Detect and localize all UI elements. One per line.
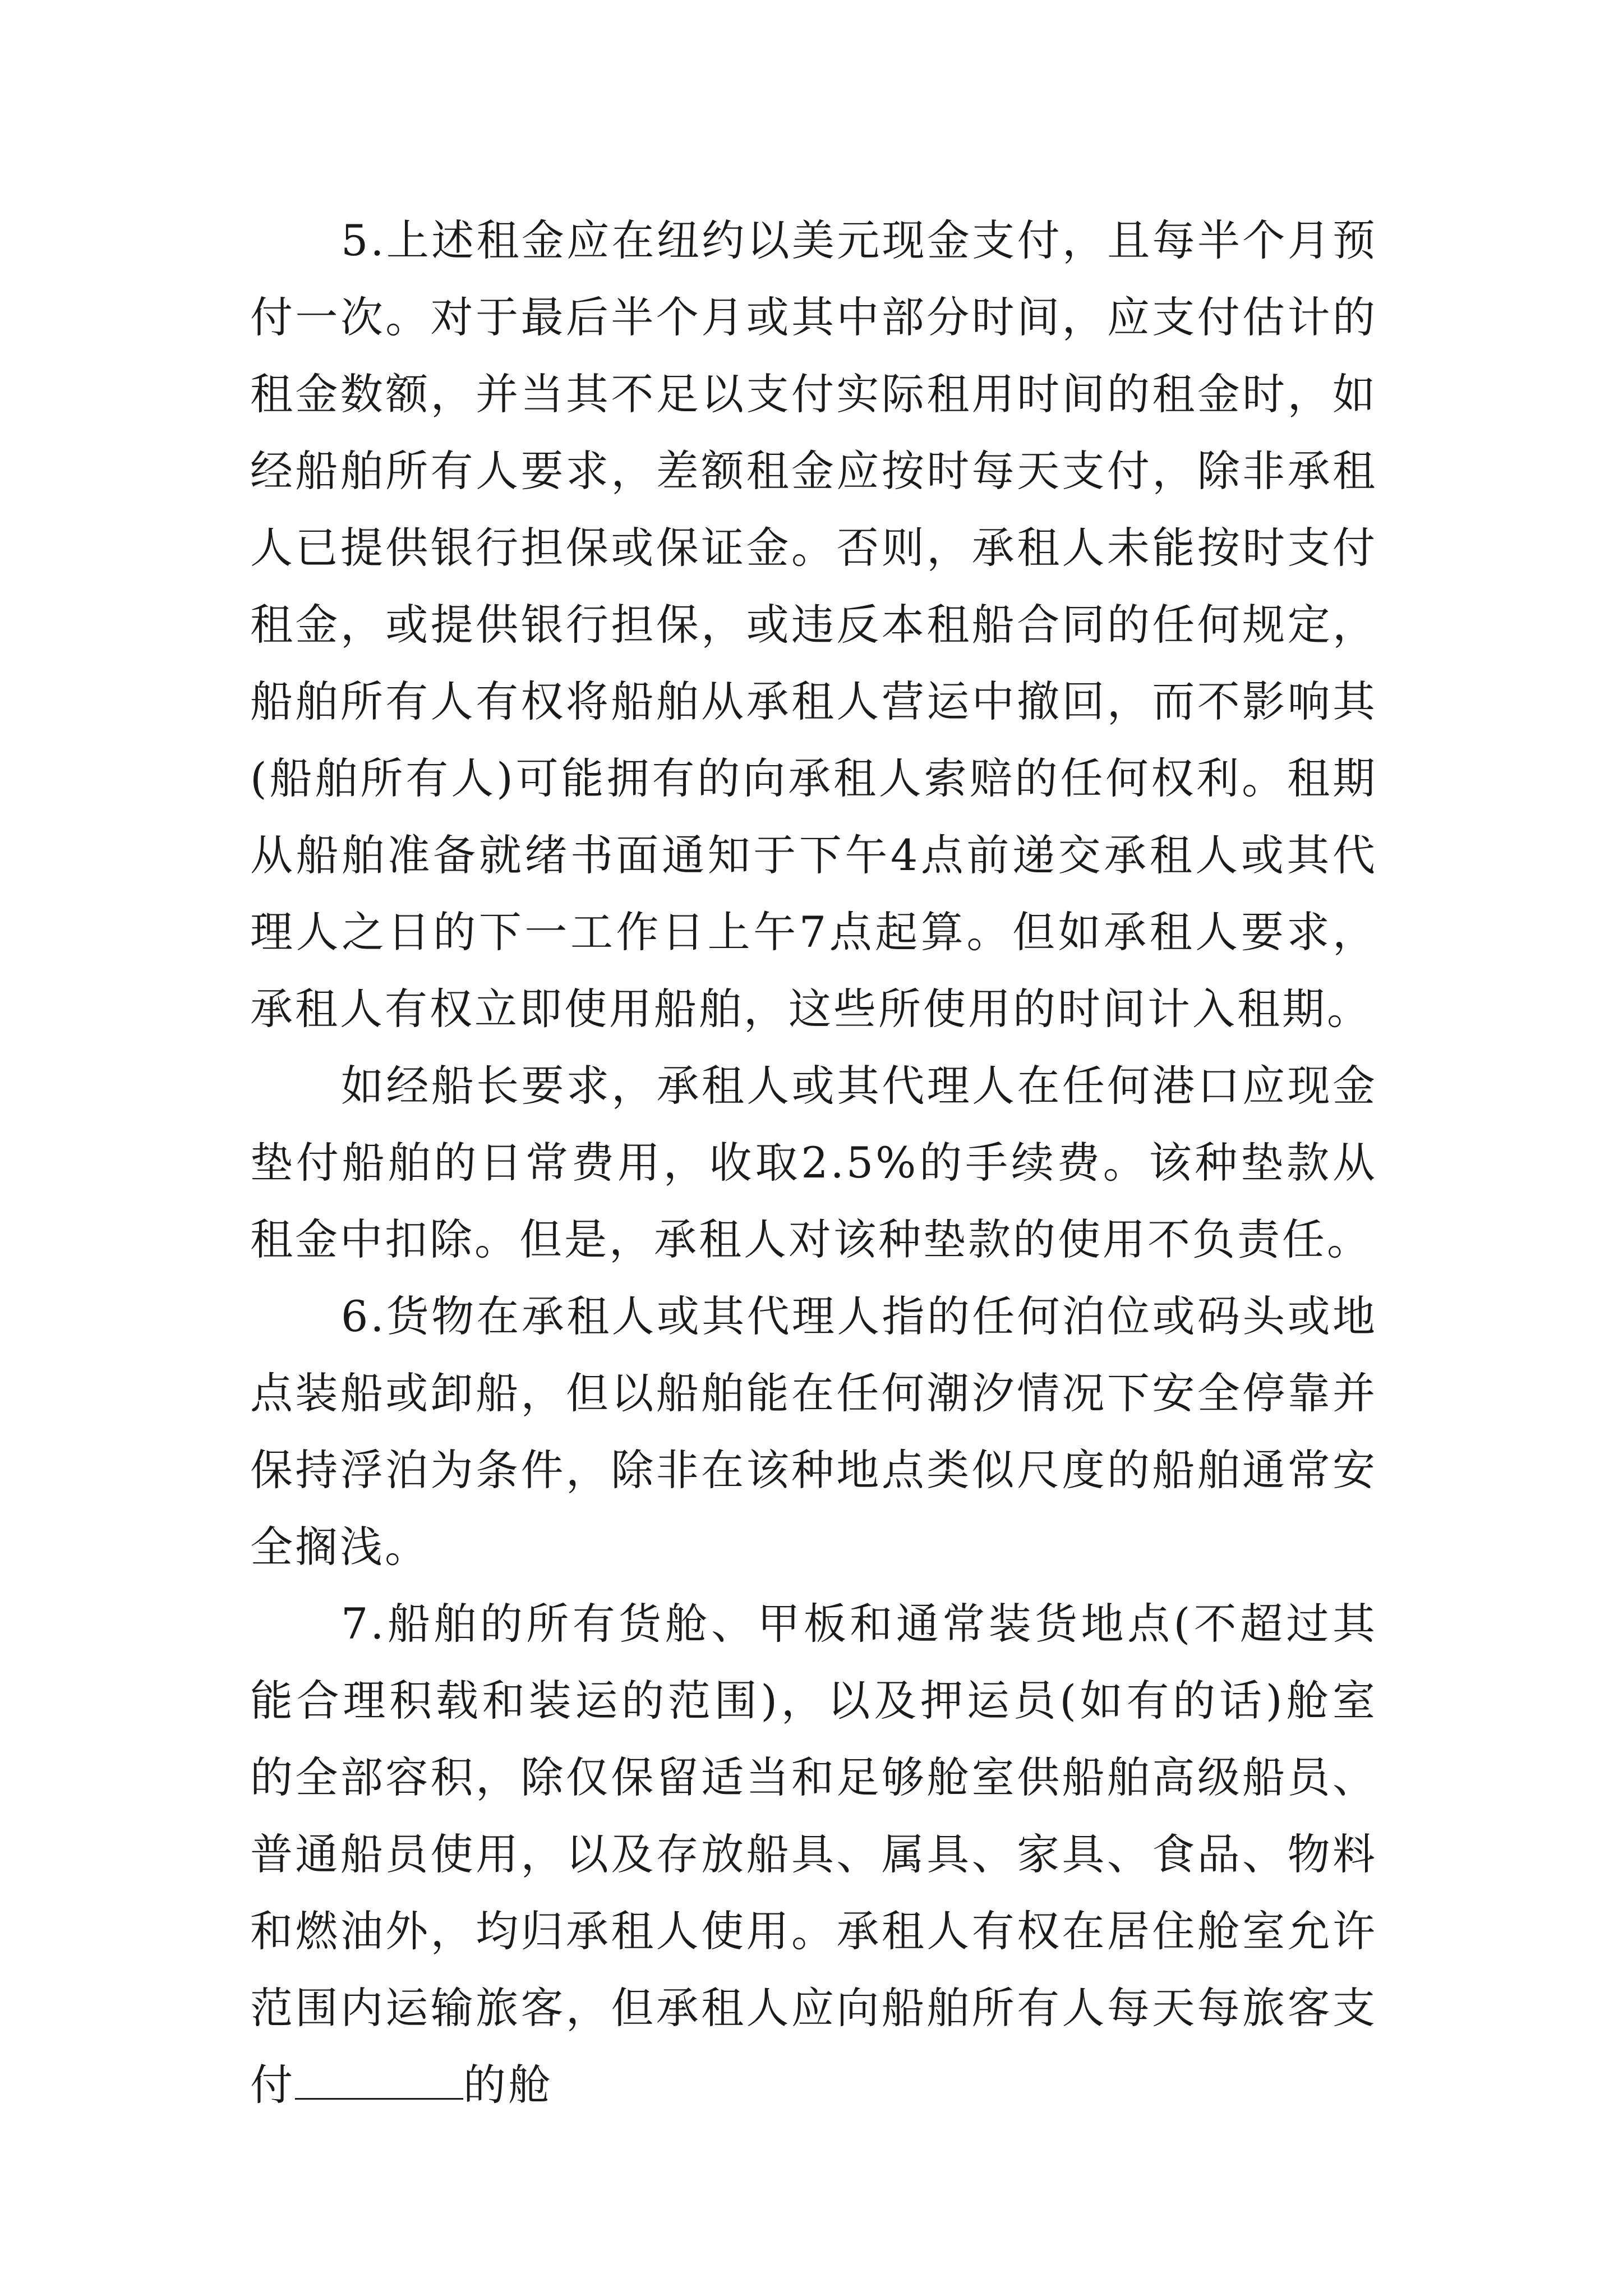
paragraph-clause-6: 6.货物在承租人或其代理人指的任何泊位或码头或地点装船或卸船，但以船舶能在任何潮汐情况下安全停靠并保持浮泊为条件，除非在该种地点类似尺度的船舶通常安全搁浅。 <box>250 1291 1377 1572</box>
clause-7-text-end: 的舱 <box>463 2060 553 2110</box>
paragraph-advance-payment: 如经船长要求，承租人或其代理人在任何港口应现金垫付船舶的日常费用，收取2.5%的手续费。该种垫款从租金中扣除。但是，承租人对该种垫款的使用不负责任。 <box>250 1061 1377 1264</box>
fill-in-blank <box>295 2096 463 2100</box>
paragraph-clause-7 <box>250 1585 1377 2123</box>
document-body <box>250 202 1377 2123</box>
paragraph-clause-5: 5.上述租金应在纽约以美元现金支付，且每半个月预付一次。对于最后半个月或其中部分时间，应支付估计的租金数额，并当其不足以支付实际租用时间的租金时，如经船舶所有人要求，差额租金应按时每天支付，除非承租人已提供银行担保或保证金。否则，承租人未能按时支付租金，或提供银行担保，或违反本租船合同的任何规定，船舶所有人有权将船舶从承租人营运中撤回，而不影响其(船舶所有人)可能拥有的向承租人索赔的任何权利。租期从船舶准备就绪书面通知于下午4点前递交承租人或其代理人之日的下一工作日上午7点起算。但如承租人要求，承租人有权立即使用船舶，这些所使用的时间计入租期。 <box>250 215 1377 1034</box>
clause-7-text: 7.船舶的所有货舱、甲板和通常装货地点(不超过其能合理积载和装运的范围)，以及押运员(如有的话)舱室的全部容积，除仅保留适当和足够舱室供船舶高级船员、普通船员使用，以及存放船具、属具、家具、食品、物料和燃油外，均归承租人使用。承租人有权在居住舱室允许范围内运输旅客，但承租人应向船舶所有人每天每旅客支付 <box>250 1599 1377 2110</box>
